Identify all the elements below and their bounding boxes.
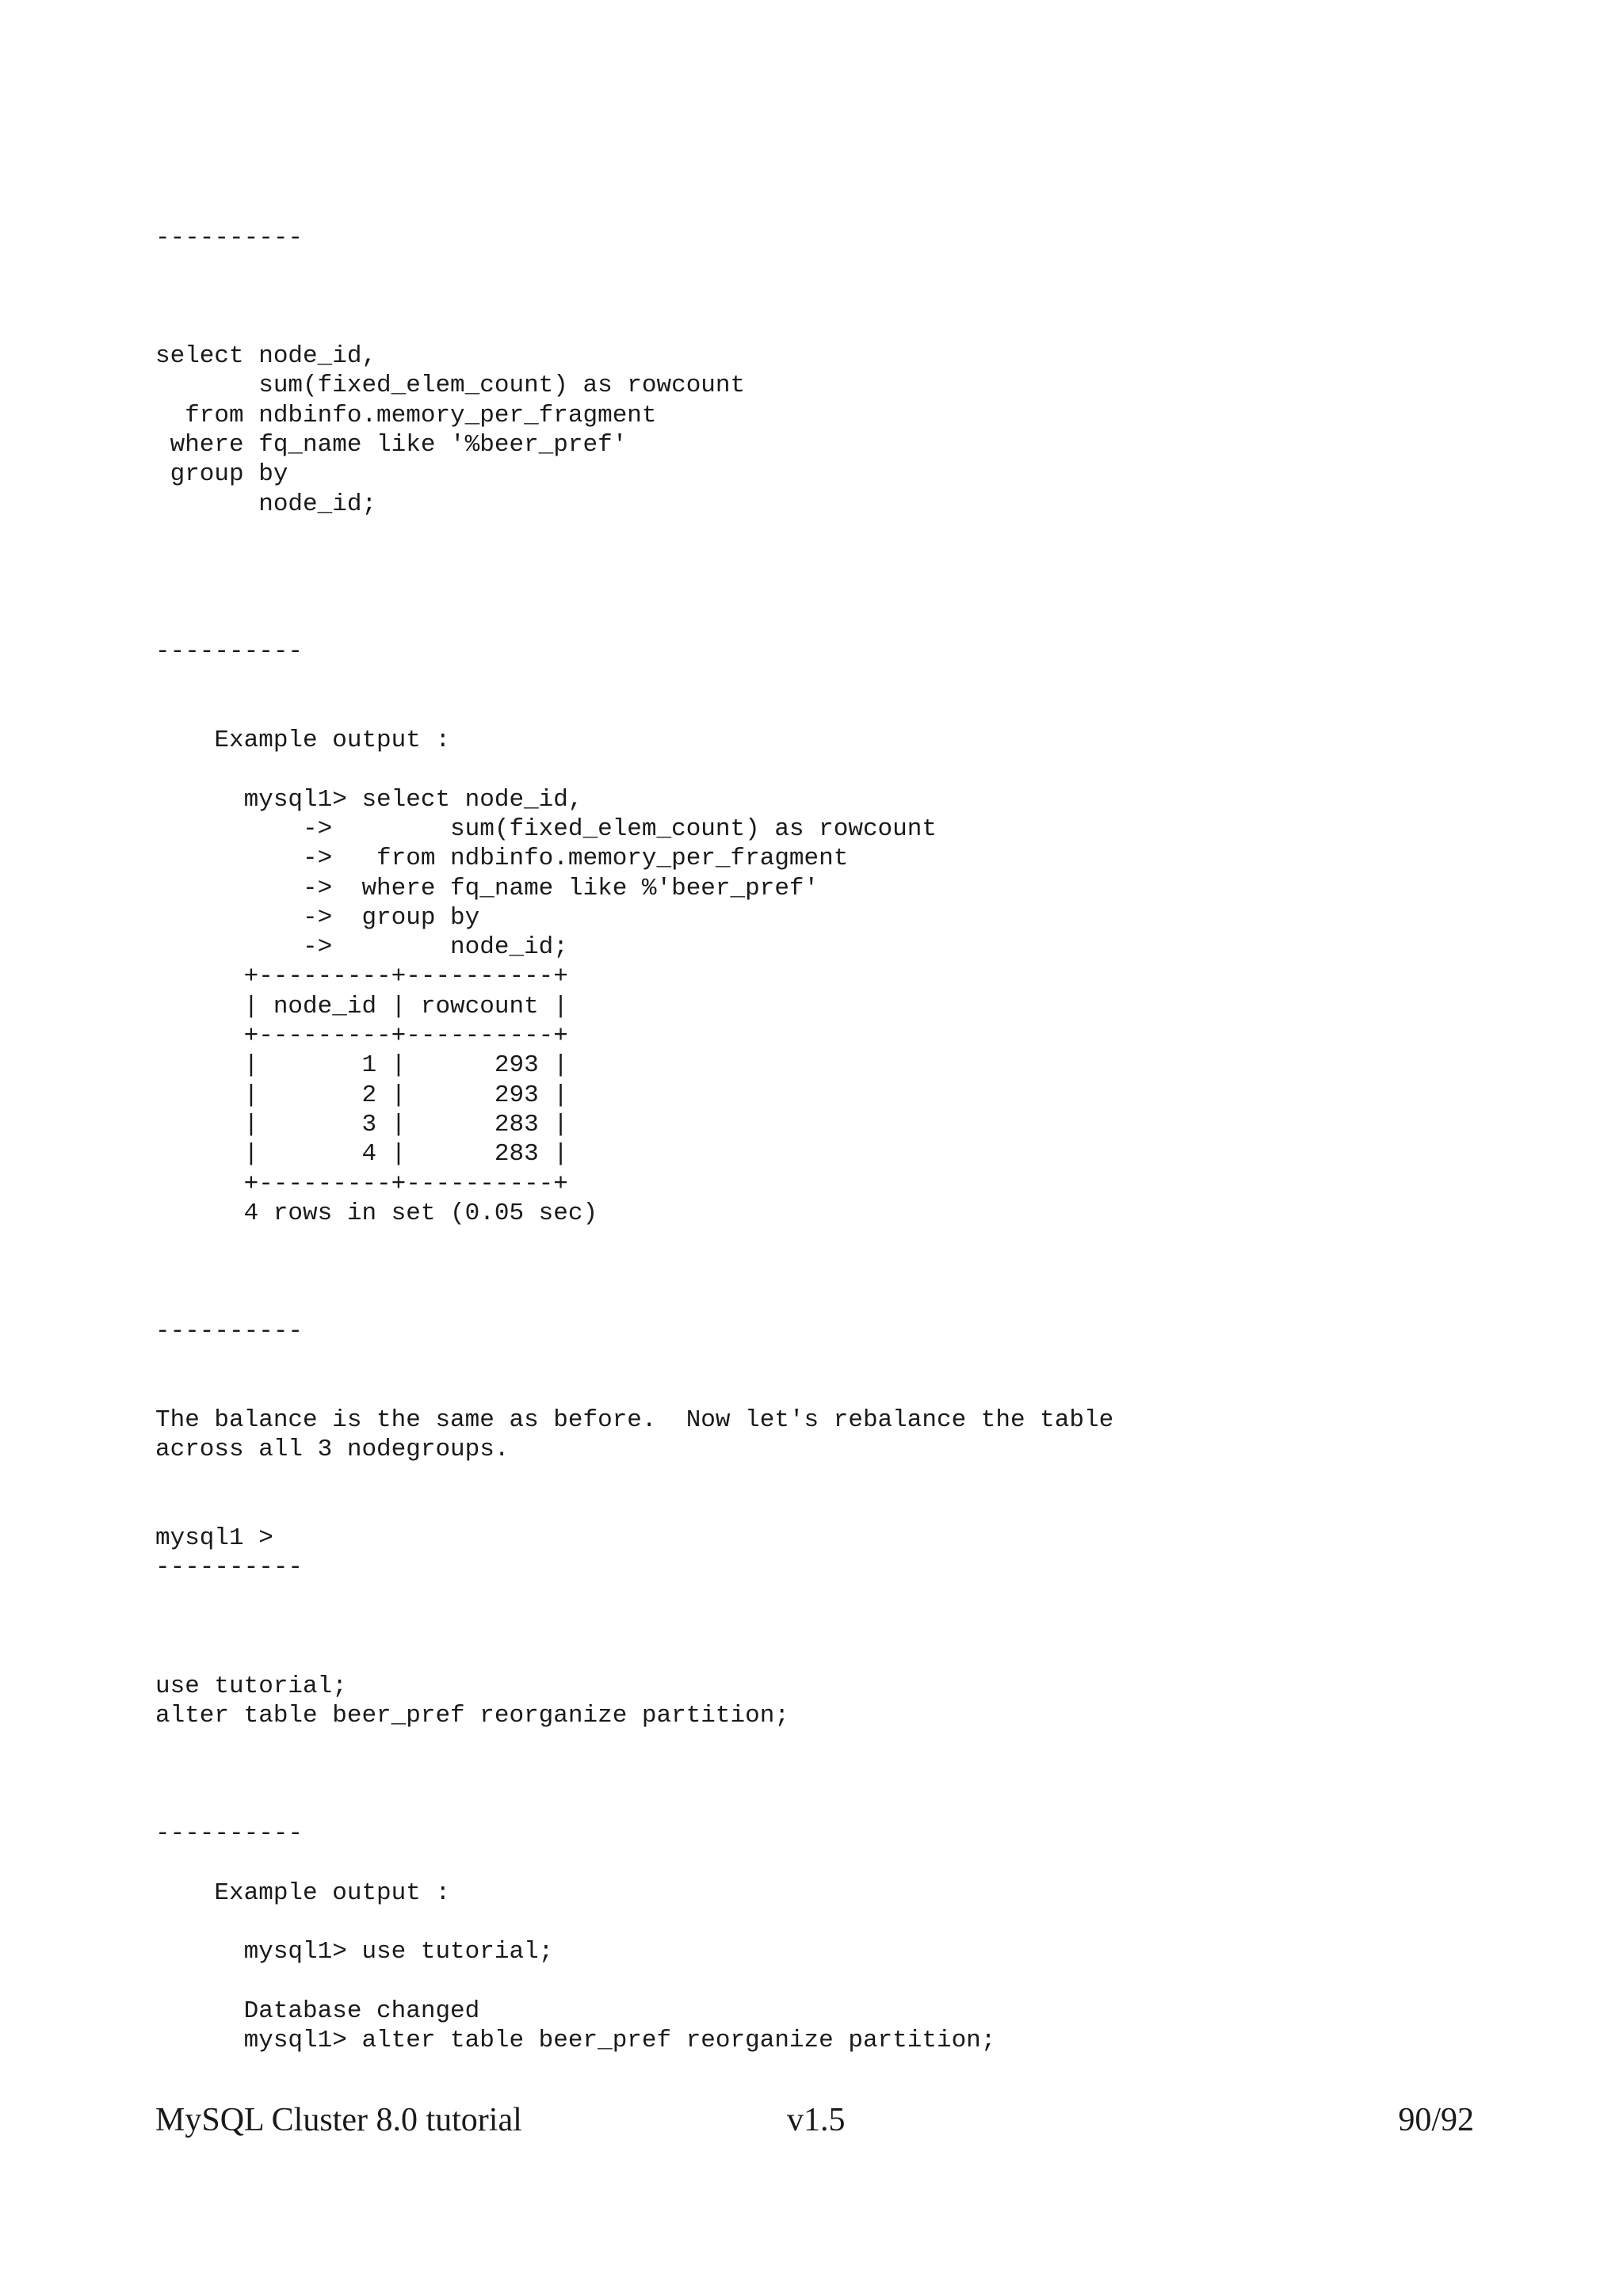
footer-version: v1.5 bbox=[787, 2102, 846, 2138]
code-line: The balance is the same as before. Now let's rebalance the table bbox=[155, 1405, 1114, 1434]
code-line bbox=[155, 1257, 1113, 1287]
code-line bbox=[155, 1967, 1113, 1997]
code-line: alter table beer_pref reorganize partition; bbox=[155, 1701, 789, 1730]
code-line: ---------- bbox=[155, 638, 304, 666]
code-line: 4 rows in set (0.05 sec) bbox=[155, 1199, 598, 1227]
code-line bbox=[155, 1730, 1113, 1760]
code-line: -> node_id; bbox=[155, 933, 568, 962]
code-line bbox=[155, 548, 1113, 578]
code-line: ---------- bbox=[155, 1317, 304, 1345]
code-line: Database changed bbox=[155, 1997, 480, 2025]
code-line bbox=[155, 1583, 1113, 1612]
code-line: -> from ndbinfo.memory_per_fragment bbox=[155, 845, 849, 873]
code-line: across all 3 nodegroups. bbox=[155, 1436, 510, 1464]
code-line bbox=[155, 1642, 1113, 1671]
code-line bbox=[155, 578, 1113, 608]
code-line bbox=[155, 283, 1113, 312]
code-line: sum(fixed_elem_count) as rowcount bbox=[155, 372, 746, 400]
code-line: node_id; bbox=[155, 490, 377, 518]
code-line: mysql1> use tutorial; bbox=[155, 1938, 554, 1966]
footer-page-number: 90/92 bbox=[1398, 2102, 1474, 2138]
code-line: mysql1> alter table beer_pref reorganize partition; bbox=[155, 2027, 996, 2055]
code-line bbox=[155, 1848, 1113, 1878]
code-line: -> group by bbox=[155, 903, 480, 932]
code-line: | 1 | 293 | bbox=[155, 1051, 568, 1080]
code-line: | node_id | rowcount | bbox=[155, 992, 568, 1020]
code-line bbox=[155, 1376, 1113, 1405]
code-line: select node_id, bbox=[155, 342, 377, 371]
code-line: Example output : bbox=[155, 1878, 451, 1907]
code-line: +---------+----------+ bbox=[155, 1022, 568, 1051]
code-line: +---------+----------+ bbox=[155, 1169, 568, 1198]
code-line bbox=[155, 696, 1113, 726]
code-line bbox=[155, 1346, 1113, 1375]
code-line: ---------- bbox=[155, 1554, 304, 1582]
code-line: group by bbox=[155, 460, 288, 489]
code-line bbox=[155, 1228, 1113, 1257]
code-line bbox=[155, 1760, 1113, 1789]
code-line bbox=[155, 666, 1113, 696]
code-line: use tutorial; bbox=[155, 1672, 347, 1700]
code-line bbox=[155, 519, 1113, 548]
code-line: ---------- bbox=[155, 1820, 304, 1848]
code-line: | 3 | 283 | bbox=[155, 1110, 568, 1138]
code-line: mysql1 > bbox=[155, 1524, 273, 1553]
code-line bbox=[155, 608, 1113, 637]
code-line bbox=[155, 1790, 1113, 1819]
code-line: Example output : bbox=[155, 727, 451, 755]
code-line: where fq_name like '%beer_pref' bbox=[155, 431, 628, 460]
code-line: -> sum(fixed_elem_count) as rowcount bbox=[155, 814, 937, 843]
code-line bbox=[155, 1287, 1113, 1317]
code-line: | 2 | 293 | bbox=[155, 1081, 568, 1109]
code-line: ---------- bbox=[155, 224, 304, 252]
code-line: -> where fq_name like %'beer_pref' bbox=[155, 874, 819, 902]
footer-title: MySQL Cluster 8.0 tutorial bbox=[155, 2102, 522, 2138]
code-line: +---------+----------+ bbox=[155, 963, 568, 991]
code-line bbox=[155, 312, 1113, 341]
code-line: mysql1> select node_id, bbox=[155, 785, 583, 814]
code-line bbox=[155, 755, 1113, 784]
code-line bbox=[155, 1494, 1113, 1524]
code-line: | 4 | 283 | bbox=[155, 1140, 568, 1169]
code-line bbox=[155, 1908, 1113, 1937]
code-line bbox=[155, 1612, 1113, 1642]
code-text-block bbox=[155, 223, 1113, 2055]
code-line: from ndbinfo.memory_per_fragment bbox=[155, 401, 657, 429]
code-line bbox=[155, 1464, 1113, 1493]
code-line bbox=[155, 253, 1113, 282]
